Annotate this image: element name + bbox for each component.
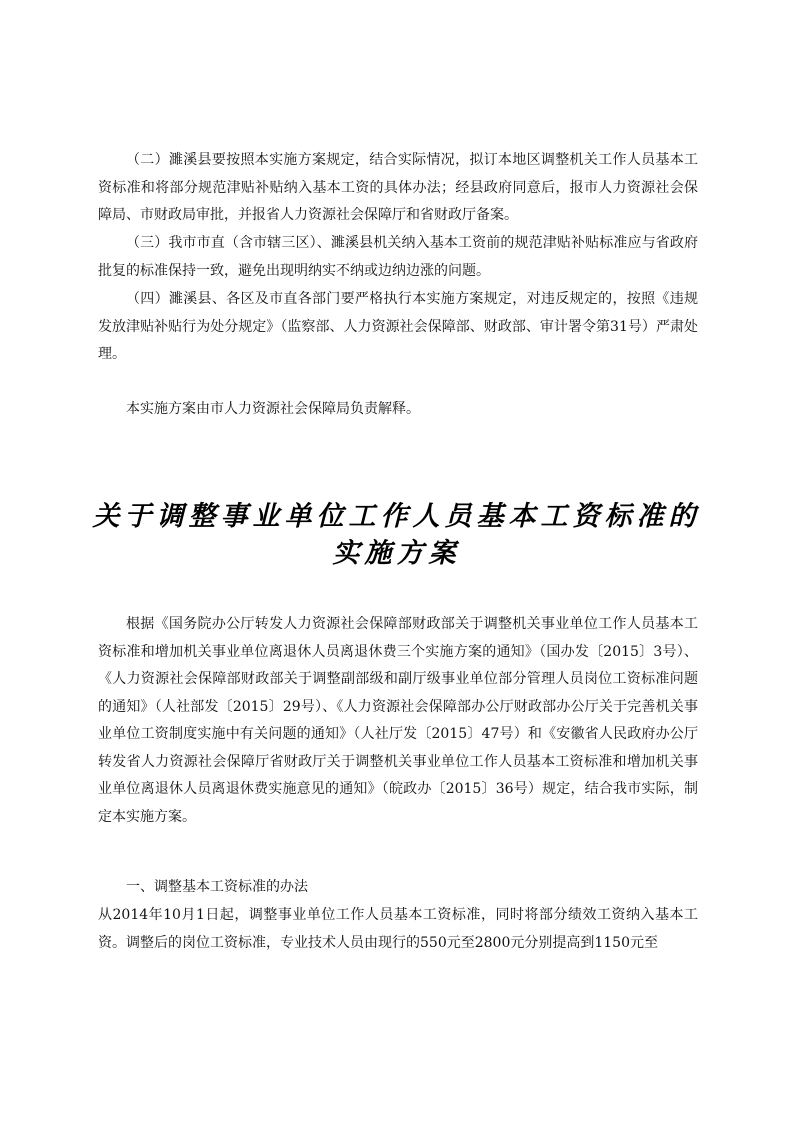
document-title-line-1: 关于调整事业单位工作人员基本工资标准的 <box>92 501 701 532</box>
section-heading-method: 一、调整基本工资标准的办法 <box>126 879 308 895</box>
paragraph-interpretation: 本实施方案由市人力资源社会保障局负责解释。 <box>126 401 420 417</box>
paragraph-adjustment-details: 从2014年10月1日起，调整事业单位工作人员基本工资标准，同时将部分绩效工资纳入基本工资。调整后的岗位工资标准，专业技术人员由现行的550元至2800元分别提高到1150元至 <box>98 907 698 951</box>
paragraph-subsidy-consistency: （三）我市市直（含市辖三区）、濉溪县机关纳入基本工资前的规范津贴补贴标准应与省政府批复的标准保持一致，避免出现明纳实不纳或边纳边涨的问题。 <box>98 235 698 279</box>
paragraph-county-standards: （二）濉溪县要按照本实施方案规定，结合实际情况，拟订本地区调整机关工作人员基本工资标准和将部分规范津贴补贴纳入基本工资的具体办法；经县政府同意后，报市人力资源社会保障局、市财政局审批，并报省人力资源社会保障厅和省财政厅备案。 <box>98 152 698 223</box>
paragraph-strict-enforcement: （四）濉溪县、各区及市直各部门要严格执行本实施方案规定，对违反规定的，按照《违规发放津贴补贴行为处分规定》（监察部、人力资源社会保障部、财政部、审计署令第31号）严肃处理。 <box>98 291 698 362</box>
paragraph-basis: 根据《国务院办公厅转发人力资源社会保障部财政部关于调整机关事业单位工作人员基本工资标准和增加机关事业单位离退休人员离退休费三个实施方案的通知》（国办发〔2015〕3号）、《人力资源社会保障部财政部关于调整副部级和副厅级事业单位部分管理人员岗位工资标准问题的通知》（人社部发〔2015〕29号）、《人力资源社会保障部办公厅财政部办公厅关于完善机关事业单位工资制度实施中有关问题的通知》（人社厅发〔2015〕47号）和《安徽省人民政府办公厅转发省人力资源社会保障厅省财政厅关于调整机关事业单位工作人员基本工资标准和增加机关事业单位离退休人员离退休费实施意见的通知》（皖政办〔2015〕36号）规定，结合我市实际，制定本实施方案。 <box>98 616 698 825</box>
document-title-line-2: 实施方案 <box>332 538 461 569</box>
